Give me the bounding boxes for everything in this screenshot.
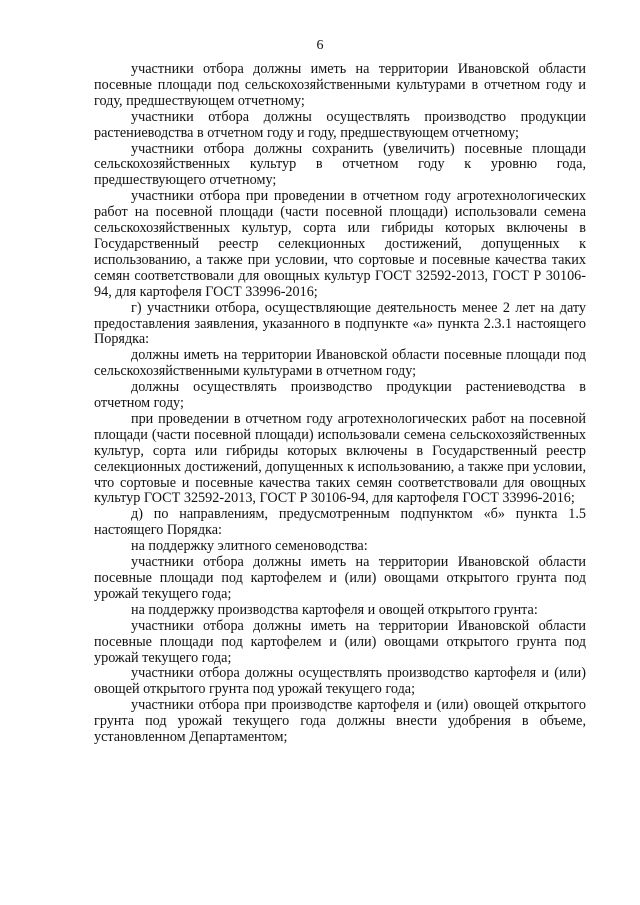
document-body: [94, 62, 586, 746]
paragraph: участники отбора должны иметь на территории Ивановской области посевные площади под сельскохозяйственными культурами в отчетном году и году, предшествующем отчетному;: [94, 61, 586, 109]
paragraph: участники отбора должны осуществлять производство картофеля и (или) овощей открытого грунта под урожай текущего года;: [94, 665, 586, 698]
paragraph: должны осуществлять производство продукции растениеводства в отчетном году;: [94, 379, 586, 412]
paragraph: участники отбора при проведении в отчетном году агротехнологических работ на посевной площади (части посевной площади) использовали семена сельскохозяйственных культур, сорта или гибриды которых включены в Государственный реестр селекционных достижений, допущенных к использованию, а также при условии, что сортовые и посевные качества таких семян соответствовали для овощных культур ГОСТ 32592-2013, ГОСТ Р 30106-94, для картофеля ГОСТ 33996-2016;: [94, 188, 586, 300]
paragraph: участники отбора должны иметь на территории Ивановской области посевные площади под картофелем и (или) овощами открытого грунта под урожай текущего года;: [94, 554, 586, 602]
paragraph: должны иметь на территории Ивановской области посевные площади под сельскохозяйственными культурами в отчетном году;: [94, 347, 586, 380]
paragraph: д) по направлениям, предусмотренным подпунктом «б» пункта 1.5 настоящего Порядка:: [94, 506, 586, 539]
page-number: 6: [316, 38, 324, 53]
paragraph: участники отбора при производстве картофеля и (или) овощей открытого грунта под урожай текущего года должны внести удобрения в объеме, установленном Департаментом;: [94, 697, 586, 746]
paragraph: на поддержку производства картофеля и овощей открытого грунта:: [131, 601, 538, 618]
paragraph: на поддержку элитного семеноводства:: [131, 538, 368, 555]
paragraph: участники отбора должны иметь на территории Ивановской области посевные площади под картофелем и (или) овощами открытого грунта под урожай текущего года;: [94, 617, 586, 666]
paragraph: участники отбора должны сохранить (увеличить) посевные площади сельскохозяйственных культур в отчетном году к уровню года, предшествующего отчетному;: [94, 140, 586, 189]
paragraph: участники отбора должны осуществлять производство продукции растениеводства в отчетном году и году, предшествующем отчетному;: [94, 108, 586, 141]
paragraph: г) участники отбора, осуществляющие деятельность менее 2 лет на дату предоставления заявления, указанного в подпункте «а» пункта 2.3.1 настоящего Порядка:: [94, 299, 586, 348]
paragraph: при проведении в отчетном году агротехнологических работ на посевной площади (части посевной площади) использовали семена сельскохозяйственных культур, сорта или гибриды которых включены в Государственный реестр селекционных достижений, допущенных к использованию, а также при условии, что сортовые и посевные качества таких семян соответствовали для овощных культур ГОСТ 32592-2013, ГОСТ Р 30106-94, для картофеля ГОСТ 33996-2016;: [94, 410, 586, 507]
